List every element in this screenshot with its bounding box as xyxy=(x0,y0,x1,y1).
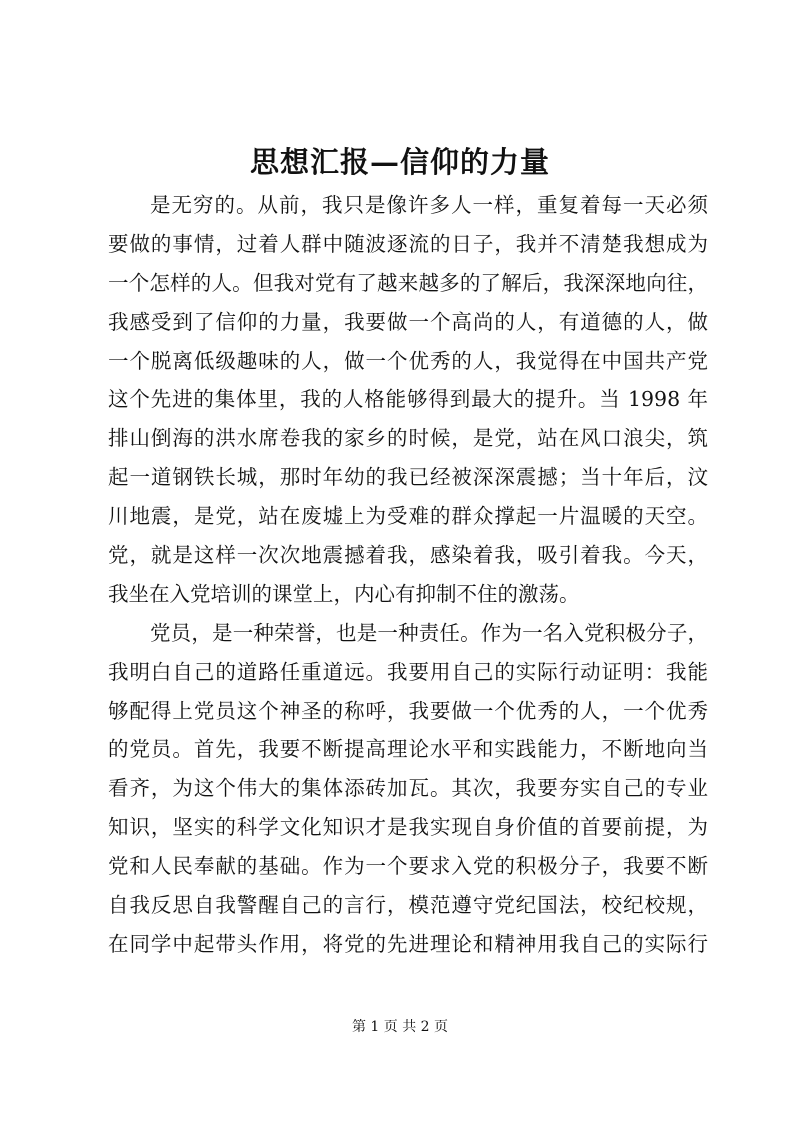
body-line: 这个先进的集体里，我的人格能够得到最大的提升。当 1998 年 xyxy=(108,387,708,412)
body-line: 我坐在入党培训的课堂上，内心有抑制不住的激荡。 xyxy=(108,581,580,606)
body-line: 一个脱离低级趣味的人，做一个优秀的人，我觉得在中国共产党 xyxy=(108,348,708,373)
body-line: 的党员。首先，我要不断提高理论水平和实践能力，不断地向当 xyxy=(108,737,708,762)
body-line: 知识，坚实的科学文化知识才是我实现自身价值的首要前提，为 xyxy=(108,815,708,840)
body-line: 党员，是一种荣誉，也是一种责任。作为一名入党积极分子， xyxy=(150,620,708,645)
body-line: 看齐，为这个伟大的集体添砖加瓦。其次，我要夯实自己的专业 xyxy=(108,776,708,801)
body-line: 川地震，是党，站在废墟上为受难的群众撑起一片温暖的天空。 xyxy=(108,504,708,529)
document-title: 思想汇报—信仰的力量 xyxy=(249,145,550,179)
body-line: 是无穷的。从前，我只是像许多人一样，重复着每一天必须 xyxy=(150,193,708,217)
body-line: 一个怎样的人。但我对党有了越来越多的了解后，我深深地向往， xyxy=(108,270,708,295)
body-line: 要做的事情，过着人群中随波逐流的日子，我并不清楚我想成为 xyxy=(108,231,708,256)
body-line: 在同学中起带头作用，将党的先进理论和精神用我自己的实际行 xyxy=(108,931,708,956)
body-line: 党，就是这样一次次地震撼着我，感染着我，吸引着我。今天， xyxy=(108,543,708,568)
body-line: 够配得上党员这个神圣的称呼，我要做一个优秀的人，一个优秀 xyxy=(108,698,708,723)
body-line: 我感受到了信仰的力量，我要做一个高尚的人，有道德的人，做 xyxy=(108,309,708,334)
body-line: 我明白自己的道路任重道远。我要用自己的实际行动证明：我能 xyxy=(108,659,708,684)
page-footer: 第 1 页 共 2 页 xyxy=(351,1019,449,1035)
body-line: 排山倒海的洪水席卷我的家乡的时候，是党，站在风口浪尖，筑 xyxy=(108,426,708,451)
body-line: 自我反思自我警醒自己的言行，模范遵守党纪国法，校纪校规， xyxy=(108,893,708,918)
body-line: 党和人民奉献的基础。作为一个要求入党的积极分子，我要不断 xyxy=(108,854,708,879)
body-line: 起一道钢铁长城，那时年幼的我已经被深深震撼；当十年后，汶 xyxy=(108,465,708,490)
document-body xyxy=(108,186,708,964)
